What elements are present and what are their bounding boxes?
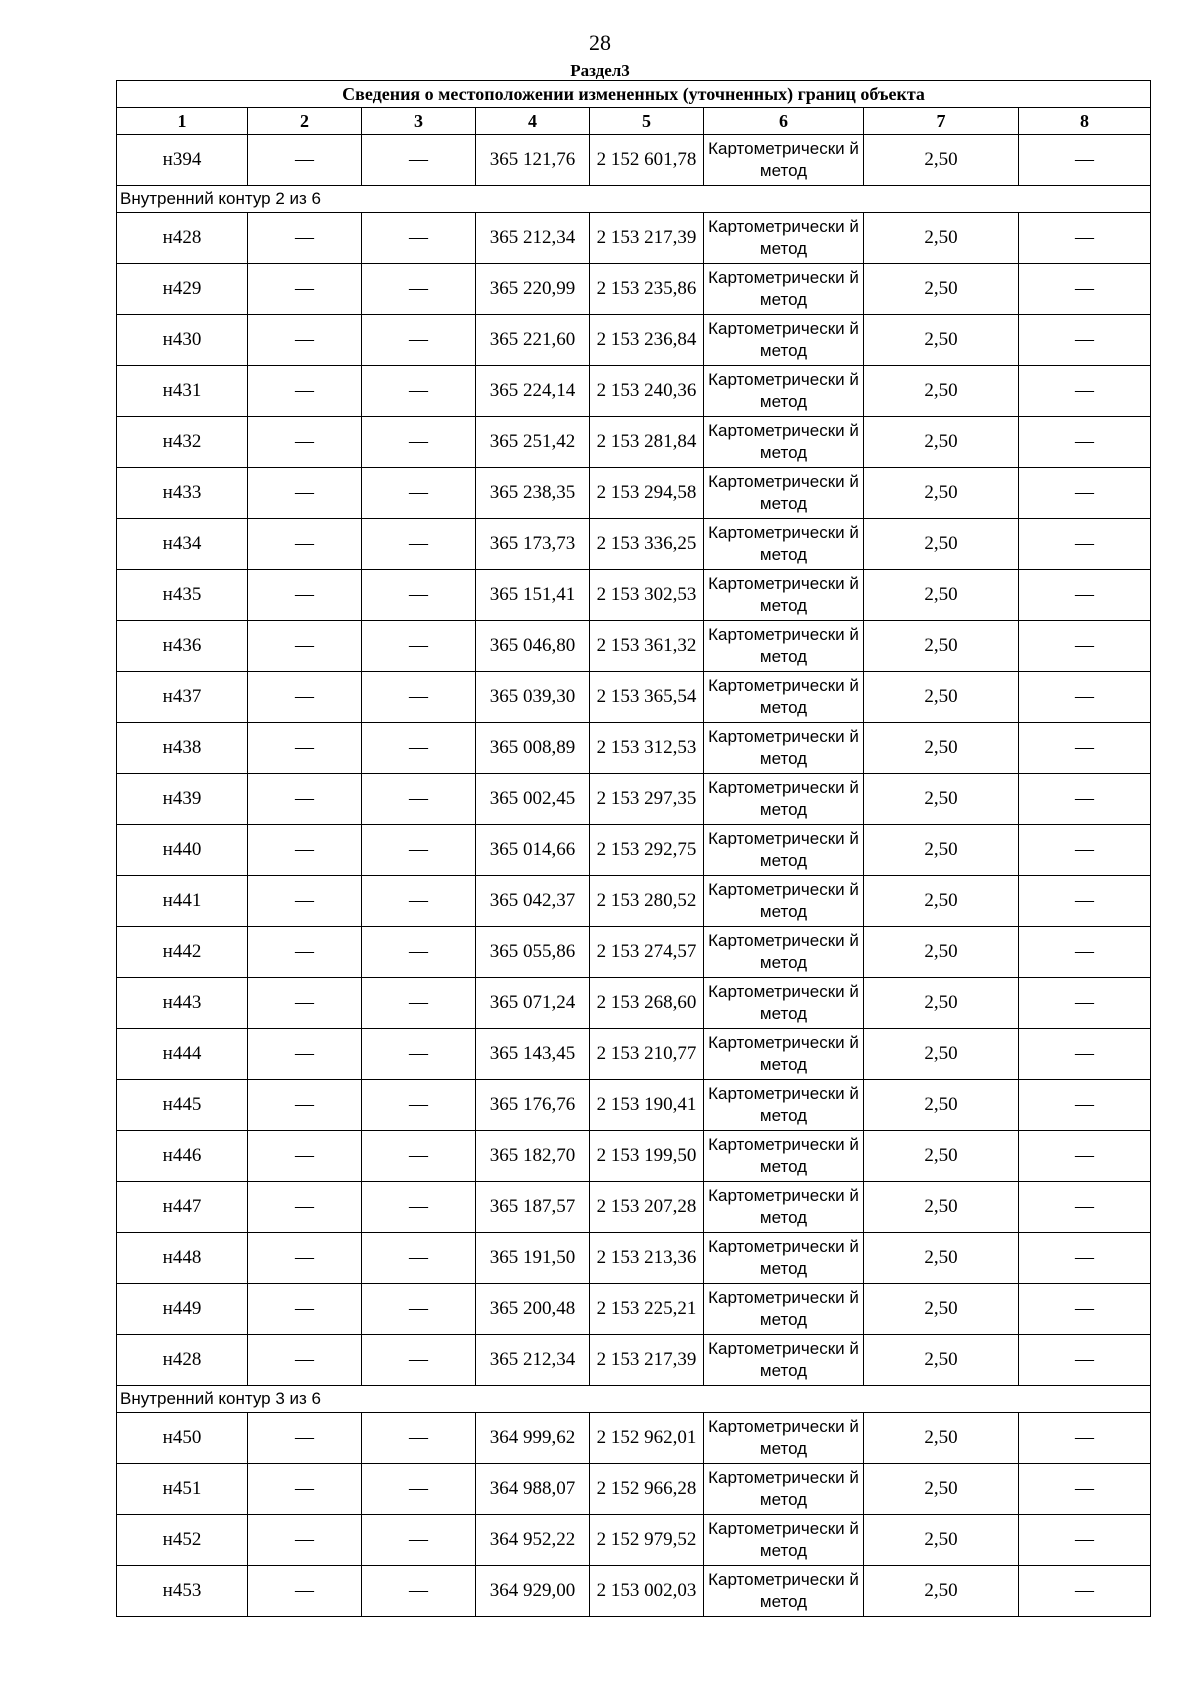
col2-cell: —	[248, 1566, 362, 1617]
accuracy-cell: 2,50	[864, 1515, 1019, 1566]
x-coordinate-cell: 365 151,41	[476, 570, 590, 621]
accuracy-cell: 2,50	[864, 978, 1019, 1029]
col2-cell: —	[248, 774, 362, 825]
col3-cell: —	[362, 1335, 476, 1386]
col8-cell: —	[1019, 825, 1151, 876]
point-id-cell: н434	[117, 519, 248, 570]
accuracy-cell: 2,50	[864, 1080, 1019, 1131]
y-coordinate-cell: 2 153 361,32	[590, 621, 704, 672]
col2-cell: —	[248, 1233, 362, 1284]
col2-cell: —	[248, 315, 362, 366]
method-cell: Картометрически й метод	[704, 621, 864, 672]
table-row	[117, 1029, 1151, 1080]
col3-cell: —	[362, 366, 476, 417]
col3-cell: —	[362, 927, 476, 978]
col2-cell: —	[248, 264, 362, 315]
col3-cell: —	[362, 315, 476, 366]
col8-cell: —	[1019, 978, 1151, 1029]
table-row	[117, 1233, 1151, 1284]
table-row	[117, 366, 1151, 417]
col2-cell: —	[248, 135, 362, 186]
table-row	[117, 264, 1151, 315]
col3-cell: —	[362, 723, 476, 774]
col8-cell: —	[1019, 315, 1151, 366]
accuracy-cell: 2,50	[864, 621, 1019, 672]
y-coordinate-cell: 2 152 979,52	[590, 1515, 704, 1566]
col3-cell: —	[362, 135, 476, 186]
point-id-cell: н452	[117, 1515, 248, 1566]
col3-cell: —	[362, 1182, 476, 1233]
y-coordinate-cell: 2 153 240,36	[590, 366, 704, 417]
x-coordinate-cell: 364 952,22	[476, 1515, 590, 1566]
col2-cell: —	[248, 825, 362, 876]
table-row	[117, 774, 1151, 825]
x-coordinate-cell: 365 121,76	[476, 135, 590, 186]
y-coordinate-cell: 2 153 365,54	[590, 672, 704, 723]
point-id-cell: н448	[117, 1233, 248, 1284]
y-coordinate-cell: 2 152 962,01	[590, 1413, 704, 1464]
accuracy-cell: 2,50	[864, 315, 1019, 366]
method-cell: Картометрически й метод	[704, 468, 864, 519]
method-cell: Картометрически й метод	[704, 1182, 864, 1233]
contour-label: Внутренний контур 3 из 6	[117, 1386, 1151, 1413]
table-title: Сведения о местоположении измененных (уточненных) границ объекта	[117, 81, 1151, 108]
col3-cell: —	[362, 978, 476, 1029]
point-id-cell: н447	[117, 1182, 248, 1233]
col3-cell: —	[362, 825, 476, 876]
method-cell: Картометрически й метод	[704, 825, 864, 876]
accuracy-cell: 2,50	[864, 672, 1019, 723]
col2-cell: —	[248, 417, 362, 468]
col3-cell: —	[362, 1029, 476, 1080]
point-id-cell: н433	[117, 468, 248, 519]
col8-cell: —	[1019, 519, 1151, 570]
accuracy-cell: 2,50	[864, 927, 1019, 978]
x-coordinate-cell: 365 173,73	[476, 519, 590, 570]
point-id-cell: н428	[117, 213, 248, 264]
table-row	[117, 876, 1151, 927]
method-cell: Картометрически й метод	[704, 774, 864, 825]
point-id-cell: н431	[117, 366, 248, 417]
col8-cell: —	[1019, 1284, 1151, 1335]
col8-cell: —	[1019, 468, 1151, 519]
col2-cell: —	[248, 927, 362, 978]
y-coordinate-cell: 2 153 268,60	[590, 978, 704, 1029]
accuracy-cell: 2,50	[864, 1182, 1019, 1233]
col3-cell: —	[362, 672, 476, 723]
col2-cell: —	[248, 1464, 362, 1515]
table-row	[117, 1284, 1151, 1335]
accuracy-cell: 2,50	[864, 1413, 1019, 1464]
col3-cell: —	[362, 621, 476, 672]
accuracy-cell: 2,50	[864, 1029, 1019, 1080]
table-row	[117, 672, 1151, 723]
method-cell: Картометрически й метод	[704, 135, 864, 186]
col8-cell: —	[1019, 774, 1151, 825]
x-coordinate-cell: 365 182,70	[476, 1131, 590, 1182]
col2-cell: —	[248, 1413, 362, 1464]
method-cell: Картометрически й метод	[704, 978, 864, 1029]
x-coordinate-cell: 364 929,00	[476, 1566, 590, 1617]
x-coordinate-cell: 365 251,42	[476, 417, 590, 468]
column-header: 4	[476, 108, 590, 135]
y-coordinate-cell: 2 153 225,21	[590, 1284, 704, 1335]
col8-cell: —	[1019, 1029, 1151, 1080]
table-row	[117, 723, 1151, 774]
col3-cell: —	[362, 1464, 476, 1515]
method-cell: Картометрически й метод	[704, 1029, 864, 1080]
col2-cell: —	[248, 570, 362, 621]
point-id-cell: н428	[117, 1335, 248, 1386]
table-row	[117, 1131, 1151, 1182]
col3-cell: —	[362, 468, 476, 519]
point-id-cell: н441	[117, 876, 248, 927]
col8-cell: —	[1019, 1080, 1151, 1131]
method-cell: Картометрически й метод	[704, 927, 864, 978]
x-coordinate-cell: 365 212,34	[476, 213, 590, 264]
method-cell: Картометрически й метод	[704, 672, 864, 723]
table-row	[117, 1413, 1151, 1464]
method-cell: Картометрически й метод	[704, 723, 864, 774]
section-label: Раздел3	[570, 61, 630, 80]
y-coordinate-cell: 2 153 210,77	[590, 1029, 704, 1080]
x-coordinate-cell: 364 988,07	[476, 1464, 590, 1515]
point-id-cell: н430	[117, 315, 248, 366]
page-number: 28	[589, 30, 611, 55]
y-coordinate-cell: 2 153 217,39	[590, 213, 704, 264]
y-coordinate-cell: 2 153 280,52	[590, 876, 704, 927]
column-header: 8	[1019, 108, 1151, 135]
accuracy-cell: 2,50	[864, 1233, 1019, 1284]
method-cell: Картометрически й метод	[704, 1335, 864, 1386]
x-coordinate-cell: 365 046,80	[476, 621, 590, 672]
col2-cell: —	[248, 366, 362, 417]
x-coordinate-cell: 365 002,45	[476, 774, 590, 825]
point-id-cell: н451	[117, 1464, 248, 1515]
point-id-cell: н429	[117, 264, 248, 315]
method-cell: Картометрически й метод	[704, 213, 864, 264]
col2-cell: —	[248, 1284, 362, 1335]
x-coordinate-cell: 365 042,37	[476, 876, 590, 927]
x-coordinate-cell: 365 200,48	[476, 1284, 590, 1335]
accuracy-cell: 2,50	[864, 570, 1019, 621]
x-coordinate-cell: 365 224,14	[476, 366, 590, 417]
point-id-cell: н439	[117, 774, 248, 825]
col2-cell: —	[248, 1515, 362, 1566]
table-row	[117, 1182, 1151, 1233]
contour-row	[117, 186, 1151, 213]
col3-cell: —	[362, 774, 476, 825]
y-coordinate-cell: 2 153 302,53	[590, 570, 704, 621]
col2-cell: —	[248, 1080, 362, 1131]
y-coordinate-cell: 2 153 235,86	[590, 264, 704, 315]
table-row	[117, 1080, 1151, 1131]
accuracy-cell: 2,50	[864, 774, 1019, 825]
col8-cell: —	[1019, 417, 1151, 468]
column-header: 2	[248, 108, 362, 135]
col2-cell: —	[248, 1335, 362, 1386]
col3-cell: —	[362, 1131, 476, 1182]
x-coordinate-cell: 365 143,45	[476, 1029, 590, 1080]
col3-cell: —	[362, 1080, 476, 1131]
method-cell: Картометрически й метод	[704, 315, 864, 366]
col3-cell: —	[362, 876, 476, 927]
point-id-cell: н436	[117, 621, 248, 672]
y-coordinate-cell: 2 153 274,57	[590, 927, 704, 978]
method-cell: Картометрически й метод	[704, 417, 864, 468]
point-id-cell: н444	[117, 1029, 248, 1080]
col8-cell: —	[1019, 264, 1151, 315]
accuracy-cell: 2,50	[864, 264, 1019, 315]
accuracy-cell: 2,50	[864, 519, 1019, 570]
y-coordinate-cell: 2 153 002,03	[590, 1566, 704, 1617]
y-coordinate-cell: 2 153 312,53	[590, 723, 704, 774]
accuracy-cell: 2,50	[864, 825, 1019, 876]
x-coordinate-cell: 365 008,89	[476, 723, 590, 774]
accuracy-cell: 2,50	[864, 135, 1019, 186]
col3-cell: —	[362, 213, 476, 264]
point-id-cell: н437	[117, 672, 248, 723]
point-id-cell: н453	[117, 1566, 248, 1617]
col8-cell: —	[1019, 1515, 1151, 1566]
col2-cell: —	[248, 519, 362, 570]
col3-cell: —	[362, 417, 476, 468]
col8-cell: —	[1019, 1182, 1151, 1233]
col8-cell: —	[1019, 1335, 1151, 1386]
col8-cell: —	[1019, 1566, 1151, 1617]
x-coordinate-cell: 365 055,86	[476, 927, 590, 978]
accuracy-cell: 2,50	[864, 723, 1019, 774]
col2-cell: —	[248, 1182, 362, 1233]
table-row	[117, 1464, 1151, 1515]
col2-cell: —	[248, 621, 362, 672]
method-cell: Картометрически й метод	[704, 1413, 864, 1464]
table-row	[117, 468, 1151, 519]
table-row	[117, 1335, 1151, 1386]
col8-cell: —	[1019, 723, 1151, 774]
table-row	[117, 417, 1151, 468]
accuracy-cell: 2,50	[864, 213, 1019, 264]
col8-cell: —	[1019, 570, 1151, 621]
y-coordinate-cell: 2 153 213,36	[590, 1233, 704, 1284]
method-cell: Картометрически й метод	[704, 1515, 864, 1566]
col8-cell: —	[1019, 366, 1151, 417]
accuracy-cell: 2,50	[864, 876, 1019, 927]
table-row	[117, 519, 1151, 570]
col2-cell: —	[248, 213, 362, 264]
col2-cell: —	[248, 1131, 362, 1182]
col8-cell: —	[1019, 1131, 1151, 1182]
table-row	[117, 570, 1151, 621]
table-row	[117, 1566, 1151, 1617]
y-coordinate-cell: 2 153 190,41	[590, 1080, 704, 1131]
method-cell: Картометрически й метод	[704, 1131, 864, 1182]
method-cell: Картометрически й метод	[704, 1233, 864, 1284]
col3-cell: —	[362, 570, 476, 621]
x-coordinate-cell: 365 238,35	[476, 468, 590, 519]
col3-cell: —	[362, 1515, 476, 1566]
boundary-table	[116, 80, 1151, 1617]
col8-cell: —	[1019, 1233, 1151, 1284]
col3-cell: —	[362, 1413, 476, 1464]
method-cell: Картометрически й метод	[704, 1284, 864, 1335]
accuracy-cell: 2,50	[864, 1284, 1019, 1335]
col8-cell: —	[1019, 213, 1151, 264]
method-cell: Картометрически й метод	[704, 366, 864, 417]
col3-cell: —	[362, 1566, 476, 1617]
table-row	[117, 213, 1151, 264]
x-coordinate-cell: 365 191,50	[476, 1233, 590, 1284]
contour-row	[117, 1386, 1151, 1413]
x-coordinate-cell: 365 187,57	[476, 1182, 590, 1233]
col2-cell: —	[248, 672, 362, 723]
method-cell: Картометрически й метод	[704, 876, 864, 927]
y-coordinate-cell: 2 152 966,28	[590, 1464, 704, 1515]
accuracy-cell: 2,50	[864, 1464, 1019, 1515]
col3-cell: —	[362, 519, 476, 570]
point-id-cell: н446	[117, 1131, 248, 1182]
y-coordinate-cell: 2 153 207,28	[590, 1182, 704, 1233]
y-coordinate-cell: 2 152 601,78	[590, 135, 704, 186]
col2-cell: —	[248, 1029, 362, 1080]
method-cell: Картометрически й метод	[704, 570, 864, 621]
method-cell: Картометрически й метод	[704, 1080, 864, 1131]
col3-cell: —	[362, 1284, 476, 1335]
column-header: 1	[117, 108, 248, 135]
table-row	[117, 927, 1151, 978]
column-header-row	[117, 108, 1151, 135]
x-coordinate-cell: 365 176,76	[476, 1080, 590, 1131]
y-coordinate-cell: 2 153 199,50	[590, 1131, 704, 1182]
table-row	[117, 621, 1151, 672]
x-coordinate-cell: 365 221,60	[476, 315, 590, 366]
accuracy-cell: 2,50	[864, 1566, 1019, 1617]
accuracy-cell: 2,50	[864, 417, 1019, 468]
y-coordinate-cell: 2 153 336,25	[590, 519, 704, 570]
contour-label: Внутренний контур 2 из 6	[117, 186, 1151, 213]
table-row	[117, 1515, 1151, 1566]
table-row	[117, 315, 1151, 366]
y-coordinate-cell: 2 153 294,58	[590, 468, 704, 519]
method-cell: Картометрически й метод	[704, 519, 864, 570]
x-coordinate-cell: 365 071,24	[476, 978, 590, 1029]
point-id-cell: н449	[117, 1284, 248, 1335]
col8-cell: —	[1019, 927, 1151, 978]
x-coordinate-cell: 365 039,30	[476, 672, 590, 723]
col2-cell: —	[248, 468, 362, 519]
y-coordinate-cell: 2 153 281,84	[590, 417, 704, 468]
table-row	[117, 825, 1151, 876]
x-coordinate-cell: 365 014,66	[476, 825, 590, 876]
point-id-cell: н442	[117, 927, 248, 978]
point-id-cell: н443	[117, 978, 248, 1029]
col3-cell: —	[362, 1233, 476, 1284]
y-coordinate-cell: 2 153 236,84	[590, 315, 704, 366]
method-cell: Картометрически й метод	[704, 264, 864, 315]
point-id-cell: н435	[117, 570, 248, 621]
point-id-cell: н450	[117, 1413, 248, 1464]
table-row	[117, 135, 1151, 186]
x-coordinate-cell: 364 999,62	[476, 1413, 590, 1464]
col8-cell: —	[1019, 1464, 1151, 1515]
accuracy-cell: 2,50	[864, 468, 1019, 519]
column-header: 3	[362, 108, 476, 135]
method-cell: Картометрически й метод	[704, 1566, 864, 1617]
col8-cell: —	[1019, 621, 1151, 672]
point-id-cell: н432	[117, 417, 248, 468]
point-id-cell: н438	[117, 723, 248, 774]
accuracy-cell: 2,50	[864, 366, 1019, 417]
col3-cell: —	[362, 264, 476, 315]
y-coordinate-cell: 2 153 292,75	[590, 825, 704, 876]
column-header: 5	[590, 108, 704, 135]
y-coordinate-cell: 2 153 297,35	[590, 774, 704, 825]
col8-cell: —	[1019, 135, 1151, 186]
x-coordinate-cell: 365 220,99	[476, 264, 590, 315]
point-id-cell: н440	[117, 825, 248, 876]
point-id-cell: н394	[117, 135, 248, 186]
y-coordinate-cell: 2 153 217,39	[590, 1335, 704, 1386]
method-cell: Картометрически й метод	[704, 1464, 864, 1515]
table-row	[117, 978, 1151, 1029]
point-id-cell: н445	[117, 1080, 248, 1131]
col2-cell: —	[248, 876, 362, 927]
column-header: 7	[864, 108, 1019, 135]
accuracy-cell: 2,50	[864, 1131, 1019, 1182]
column-header: 6	[704, 108, 864, 135]
col8-cell: —	[1019, 672, 1151, 723]
col2-cell: —	[248, 978, 362, 1029]
x-coordinate-cell: 365 212,34	[476, 1335, 590, 1386]
col8-cell: —	[1019, 876, 1151, 927]
col2-cell: —	[248, 723, 362, 774]
accuracy-cell: 2,50	[864, 1335, 1019, 1386]
col8-cell: —	[1019, 1413, 1151, 1464]
table-title-row	[117, 81, 1151, 108]
